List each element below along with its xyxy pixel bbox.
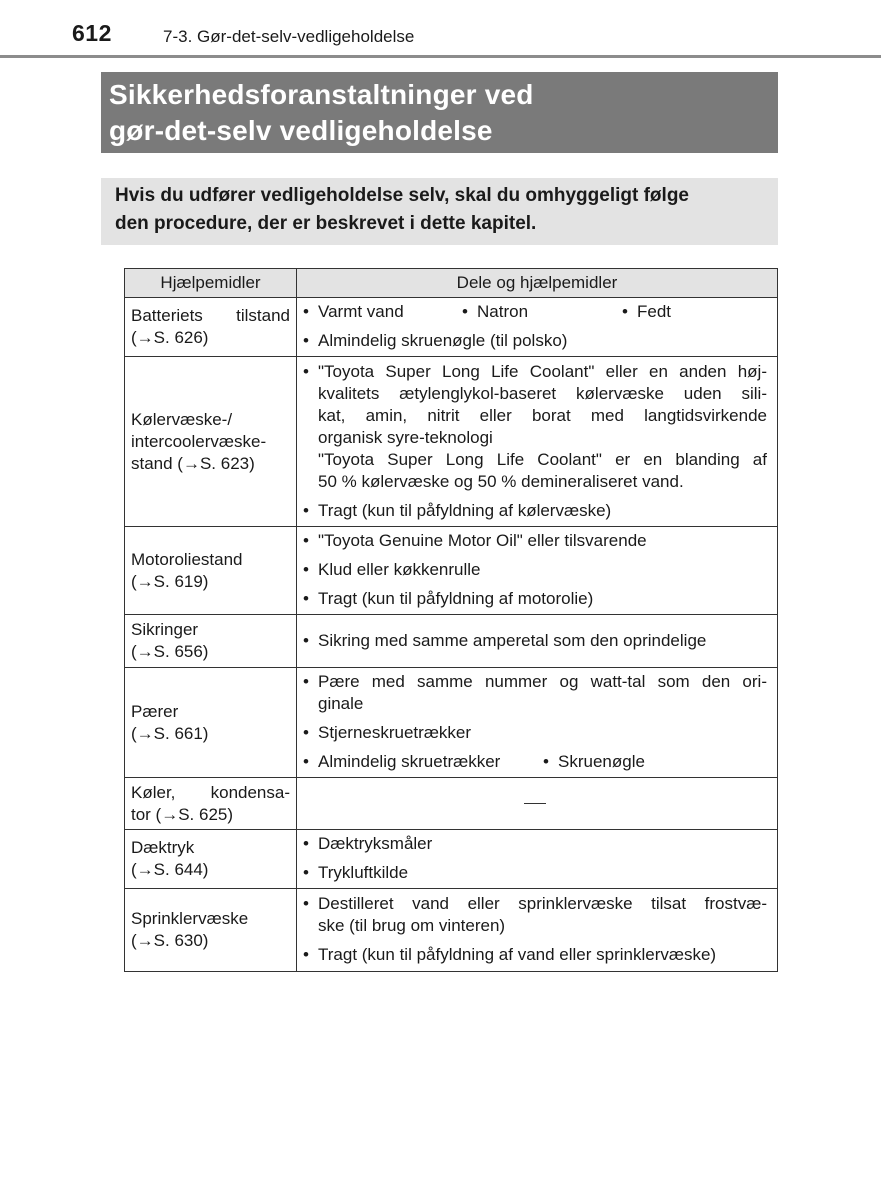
intro-line-1: Hvis du udfører vedligeholdelse selv, skal du omhyggeligt følge [115,185,689,206]
row-items-cell [297,668,778,778]
item-text-line: 50 % kølervæske og 50 % demineraliseret vand. [318,471,684,491]
intro-box [101,178,778,245]
row-tool-cell [125,778,297,830]
row-items-cell [297,298,778,357]
parts-table [124,268,778,972]
item-text-line: organisk syre-teknologi [318,427,493,447]
page-number: 612 [72,20,112,46]
list-item [302,671,767,715]
item-text-line: • Destilleret vand eller sprinklervæske tilsat frostvæ- [318,894,767,913]
row-items-cell [297,778,778,830]
table-row [125,668,778,778]
tool-label: Sikringer [131,620,199,639]
item-text-line: ske (til brug om vinteren) [318,916,506,935]
list-item: • Stjerneskruetrækker [302,722,767,744]
row-tool-cell [125,889,297,972]
list-item: • Tragt (kun til påfyldning af kølervæske) [302,500,767,522]
tool-page-ref: (→S. 626) [131,328,209,347]
table-header-row [125,269,778,298]
list-item: • Trykluftkilde [302,862,767,884]
list-item [302,751,767,773]
table-row [125,778,778,830]
item-text: • Natron [461,301,621,323]
row-items-cell [297,357,778,527]
intro-line-2: den procedure, der er beskrevet i dette kapitel. [115,213,537,234]
item-text: • Skruenøgle [542,751,645,773]
list-item: • Klud eller køkkenrulle [302,559,767,581]
row-items-cell [297,889,778,972]
item-text: • Fedt [621,301,671,323]
section-title [101,72,778,153]
tool-label: Sprinklervæske [131,909,249,928]
empty-dash [524,803,546,804]
tool-page-ref: (→S. 644) [131,860,209,879]
chapter-title: 7-3. Gør-det-selv-vedligeholdelse [163,27,415,46]
table-row [125,298,778,357]
item-text-line: kat, amin, nitrit eller borat med langtidsvirkende [318,405,767,425]
tool-page-ref: (→S. 619) [131,571,209,591]
row-items-cell [297,527,778,615]
row-tool-cell [125,615,297,668]
tool-page-ref: (→S. 630) [131,931,209,950]
page-header [0,0,881,60]
row-items-cell [297,615,778,668]
row-tool-cell [125,298,297,357]
row-tool-cell [125,527,297,615]
list-item [302,893,767,937]
table-row [125,889,778,972]
table-row [125,527,778,615]
list-item [302,361,767,493]
tool-label: Batteriets tilstand [131,306,290,325]
tool-page-ref: (→S. 656) [131,642,209,661]
section-title-line-2: gør-det-selv vedligeholdelse [109,115,493,146]
item-text-line: "Toyota Super Long Life Coolant" er en blanding af [318,449,767,469]
list-item: • Tragt (kun til påfyldning af vand eller sprinklervæske) [302,944,767,966]
tool-label: Pærer [131,701,179,721]
header-divider [0,55,881,58]
table-row [125,615,778,668]
tool-page-ref: stand (→S. 623) [131,453,255,473]
tool-label: Motoroliestand [131,549,243,569]
row-tool-cell [125,668,297,778]
tool-label: Køler, kondensa- [131,782,290,802]
column-header-tools: Hjælpemidler [125,269,297,298]
table-row [125,357,778,527]
tool-page-ref: tor (→S. 625) [131,804,234,824]
list-item [302,301,767,323]
list-item: • Almindelig skruenøgle (til polsko) [302,330,767,352]
column-header-parts: Dele og hjælpemidler [297,269,778,298]
section-title-line-1: Sikkerhedsforanstaltninger ved [109,79,534,110]
tool-label: Dæktryk [131,838,195,857]
item-text-line: ginale [318,694,364,713]
list-item: • "Toyota Genuine Motor Oil" eller tilsvarende [302,530,767,552]
row-tool-cell [125,830,297,889]
list-item: • Dæktryksmåler [302,833,767,855]
list-item: • Sikring med samme amperetal som den oprindelige [302,630,767,652]
item-text-line: kvalitets ætylenglykol-baseret kølervæske uden sili- [318,383,767,403]
table-row [125,830,778,889]
item-text-line: • Pære med samme nummer og watt-tal som den ori- [318,672,767,691]
tool-label: Kølervæske-/ [131,409,233,429]
item-text-line: • "Toyota Super Long Life Coolant" eller en anden høj- [318,361,767,381]
item-text: • Almindelig skruetrækker [302,751,542,773]
tool-label: intercoolervæske- [131,431,267,451]
list-item: • Tragt (kun til påfyldning af motorolie) [302,588,767,610]
tool-page-ref: (→S. 661) [131,723,209,743]
item-text: • Varmt vand [302,301,461,323]
row-tool-cell [125,357,297,527]
row-items-cell [297,830,778,889]
